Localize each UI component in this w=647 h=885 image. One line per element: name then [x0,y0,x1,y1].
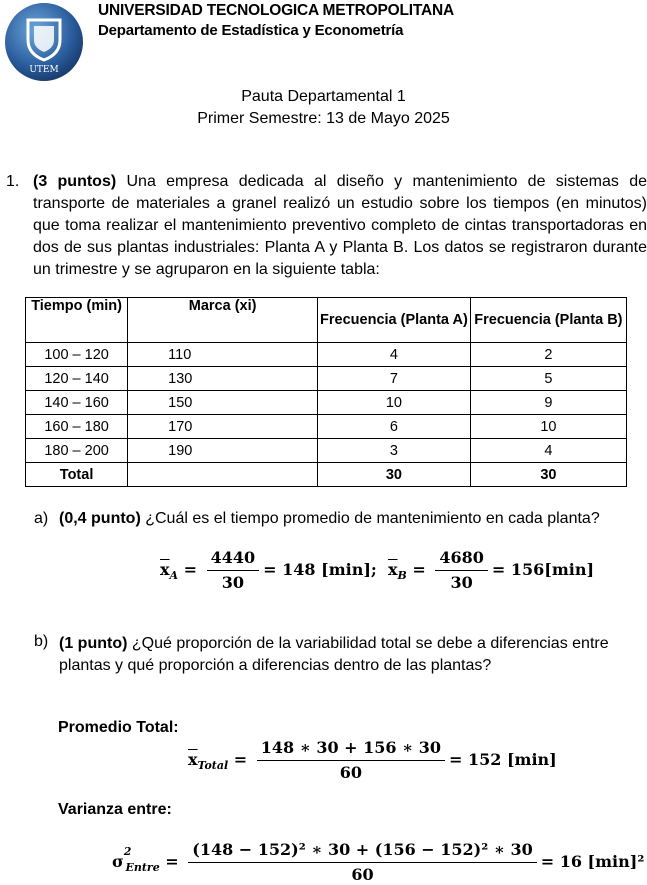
part-a-question: ¿Cuál es el tiempo promedio de mantenimiento en cada planta? [145,510,600,527]
interval-cell: 140 – 160 [26,391,128,415]
part-a-points: (0,4 punto) [59,510,141,527]
freq-a-cell: 4 [318,343,471,367]
total-freq-a-cell: 30 [318,463,471,487]
question-1-points: (3 puntos) [33,173,117,190]
department-name: Departamento de Estadística y Econometría [98,22,404,39]
interval-cell: 160 – 180 [26,415,128,439]
question-1-text [33,171,647,281]
mean-a-result: = 148 [min]; [263,560,377,579]
part-a-text [59,510,639,528]
interval-cell: 120 – 140 [26,367,128,391]
freq-b-cell: 4 [470,439,626,463]
variance-result: = 16 [min]² [540,852,645,871]
header-freq-b: Frecuencia (Planta B) [470,298,626,343]
logo-text: UTEM [29,65,59,75]
total-mean-denominator: 60 [339,763,363,782]
mean-b-denominator: 30 [450,573,473,592]
freq-b-cell: 9 [470,391,626,415]
freq-b-cell: 5 [470,367,626,391]
table-row [26,415,627,439]
freq-b-cell: 10 [470,415,626,439]
part-b-letter: b) [34,633,49,650]
mean-a-numerator: 4440 [207,548,260,571]
table-total-row [26,463,627,487]
total-label-cell: Total [26,463,128,487]
mark-cell: 130 [128,367,318,391]
formula-mean-a: $\overline{x}_A$ = $\frac{4440}{30}$ = 148 [min]; $\overline{x}_B$ = $\frac{4680}{30}$ = 156[min] [160,548,595,592]
header-time: Tiempo (min) [26,298,128,343]
table-row [26,367,627,391]
header-freq-a: Frecuencia (Planta A) [318,298,471,343]
part-b-points: (1 punto) [59,635,128,652]
total-mark-cell [128,463,318,487]
variance-numerator: (148 − 152)² ∗ 30 + (156 − 152)² ∗ 30 [188,840,536,863]
variance-between-label: Varianza entre: [58,801,172,818]
formula-variance-between: $\sigma^2_{Entre}$ = $\frac{\text{(148 − 152)² ∗ 30 + (156 − 152)² ∗ 30}}{60}$ = 16 [min]² [112,840,645,884]
page-subtitle: Primer Semestre: 13 de Mayo 2025 [197,110,450,127]
mark-cell: 150 [128,391,318,415]
university-name: UNIVERSIDAD TECNOLOGICA METROPOLITANA [98,2,454,19]
interval-cell: 180 – 200 [26,439,128,463]
interval-cell: 100 – 120 [26,343,128,367]
page-title: Pauta Departamental 1 [241,88,406,105]
university-logo [4,2,84,82]
table-header-row [26,298,627,343]
part-a-letter: a) [34,510,49,527]
question-1-body: Una empresa dedicada al diseño y mantenimiento de sistemas de transporte de materiales a granel realizó un estudio sobre los tiempos (en minutos) que toma realizar el mantenimiento preventivo completo de cintas transportadoras en dos de sus plantas industriales: Planta A y Planta B. Los datos se registraron durante un trimestre y se agruparon en la siguiente tabla: [33,173,647,278]
freq-a-cell: 6 [318,415,471,439]
mean-b-numerator: 4680 [435,548,488,571]
header-mark: Marca (xi) [128,298,318,343]
mean-a-denominator: 30 [221,573,245,592]
total-mean-numerator: 148 ∗ 30 + 156 ∗ 30 [257,738,445,761]
mean-b-result: = 156[min] [491,560,595,579]
table-row [26,439,627,463]
mark-cell: 110 [128,343,318,367]
total-freq-b-cell: 30 [470,463,626,487]
frequency-table [25,297,627,487]
part-b-question: ¿Qué proporción de la variabilidad total se debe a diferencias entre plantas y qué proporción a diferencias dentro de las plantas? [59,635,609,674]
table-row [26,343,627,367]
total-mean-label: Promedio Total: [58,719,179,736]
question-number: 1. [6,173,20,190]
mark-cell: 170 [128,415,318,439]
mark-cell: 190 [128,439,318,463]
variance-denominator: 60 [351,865,374,884]
formula-total-mean: $\overline{x}_{Total}$ = $\frac{148 ∗ 30 + 156 ∗ 30}{60}$ = 152 [min] [188,738,557,782]
freq-b-cell: 2 [470,343,626,367]
freq-a-cell: 7 [318,367,471,391]
total-mean-result: = 152 [min] [449,750,557,769]
freq-a-cell: 10 [318,391,471,415]
part-b-text [59,633,619,677]
freq-a-cell: 3 [318,439,471,463]
table-row [26,391,627,415]
